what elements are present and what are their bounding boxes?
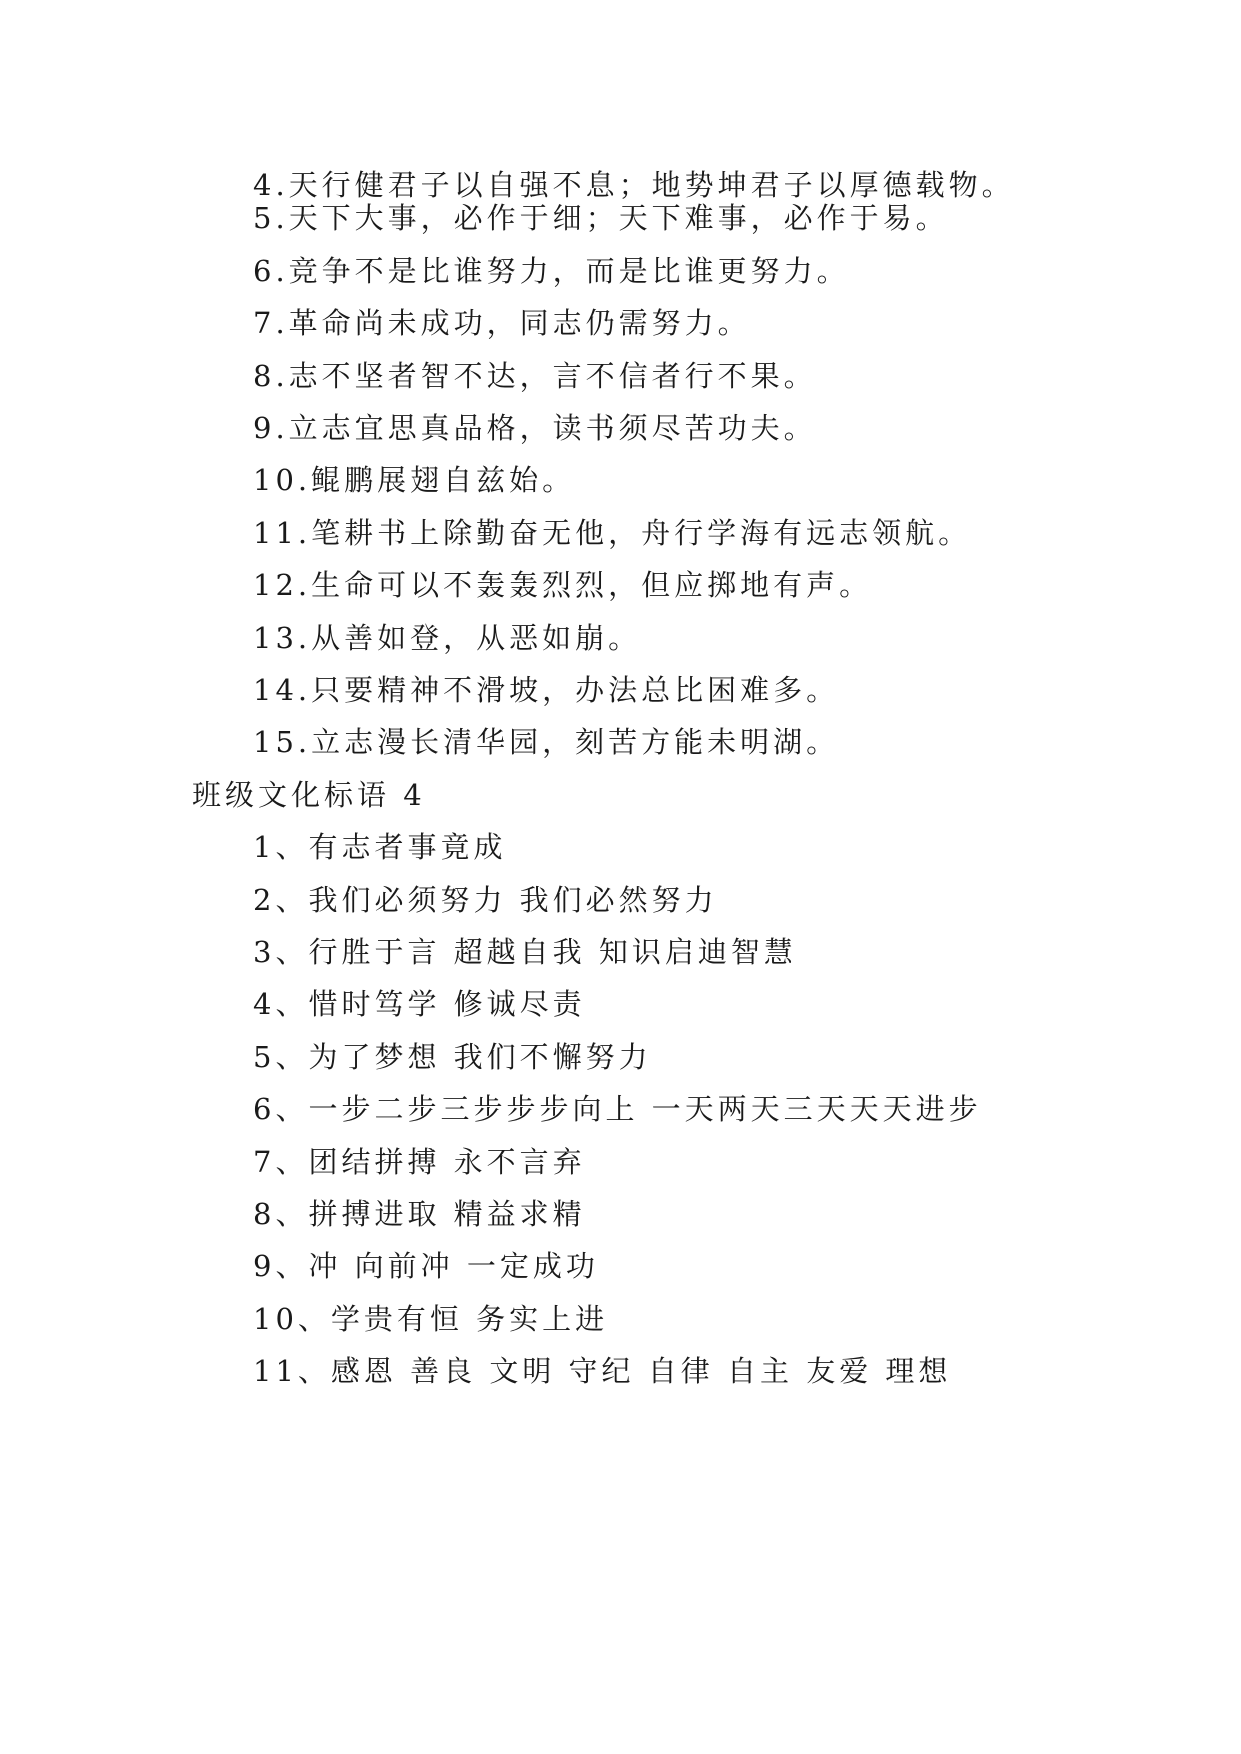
list-item: 4.天行健君子以自强不息；地势坤君子以厚德载物。 [253, 168, 1015, 202]
list-item: 8.志不坚者智不达，言不信者行不果。 [253, 359, 817, 393]
list-item: 5.天下大事，必作于细；天下难事，必作于易。 [253, 201, 949, 235]
list-item: 11.笔耕书上除勤奋无他，舟行学海有远志领航。 [253, 516, 972, 550]
list-item: 4、惜时笃学 修诚尽责 [253, 987, 586, 1021]
list-item: 6、一步二步三步步步向上 一天两天三天天天进步 [253, 1092, 982, 1126]
section-heading: 班级文化标语 4 [192, 778, 426, 812]
list-item: 8、拼搏进取 精益求精 [253, 1197, 586, 1231]
list-item: 9.立志宜思真品格，读书须尽苦功夫。 [253, 411, 817, 445]
list-item: 1、有志者事竟成 [253, 830, 507, 864]
list-item: 9、冲 向前冲 一定成功 [253, 1249, 599, 1283]
list-item: 7.革命尚未成功，同志仍需努力。 [253, 306, 751, 340]
list-item: 14.只要精神不滑坡，办法总比困难多。 [253, 673, 840, 707]
list-item: 10.鲲鹏展翅自兹始。 [253, 463, 576, 497]
list-item: 11、感恩 善良 文明 守纪 自律 自主 友爱 理想 [253, 1354, 952, 1388]
list-item: 6.竞争不是比谁努力，而是比谁更努力。 [253, 254, 850, 288]
list-item: 12.生命可以不轰轰烈烈，但应掷地有声。 [253, 568, 873, 602]
list-item: 2、我们必须努力 我们必然努力 [253, 883, 718, 917]
list-item: 7、团结拼搏 永不言弃 [253, 1145, 586, 1179]
list-item: 3、行胜于言 超越自我 知识启迪智慧 [253, 935, 797, 969]
list-item: 10、学贵有恒 务实上进 [253, 1302, 609, 1336]
list-item: 15.立志漫长清华园，刻苦方能未明湖。 [253, 725, 840, 759]
list-item: 13.从善如登，从恶如崩。 [253, 621, 642, 655]
list-item: 5、为了梦想 我们不懈努力 [253, 1040, 652, 1074]
